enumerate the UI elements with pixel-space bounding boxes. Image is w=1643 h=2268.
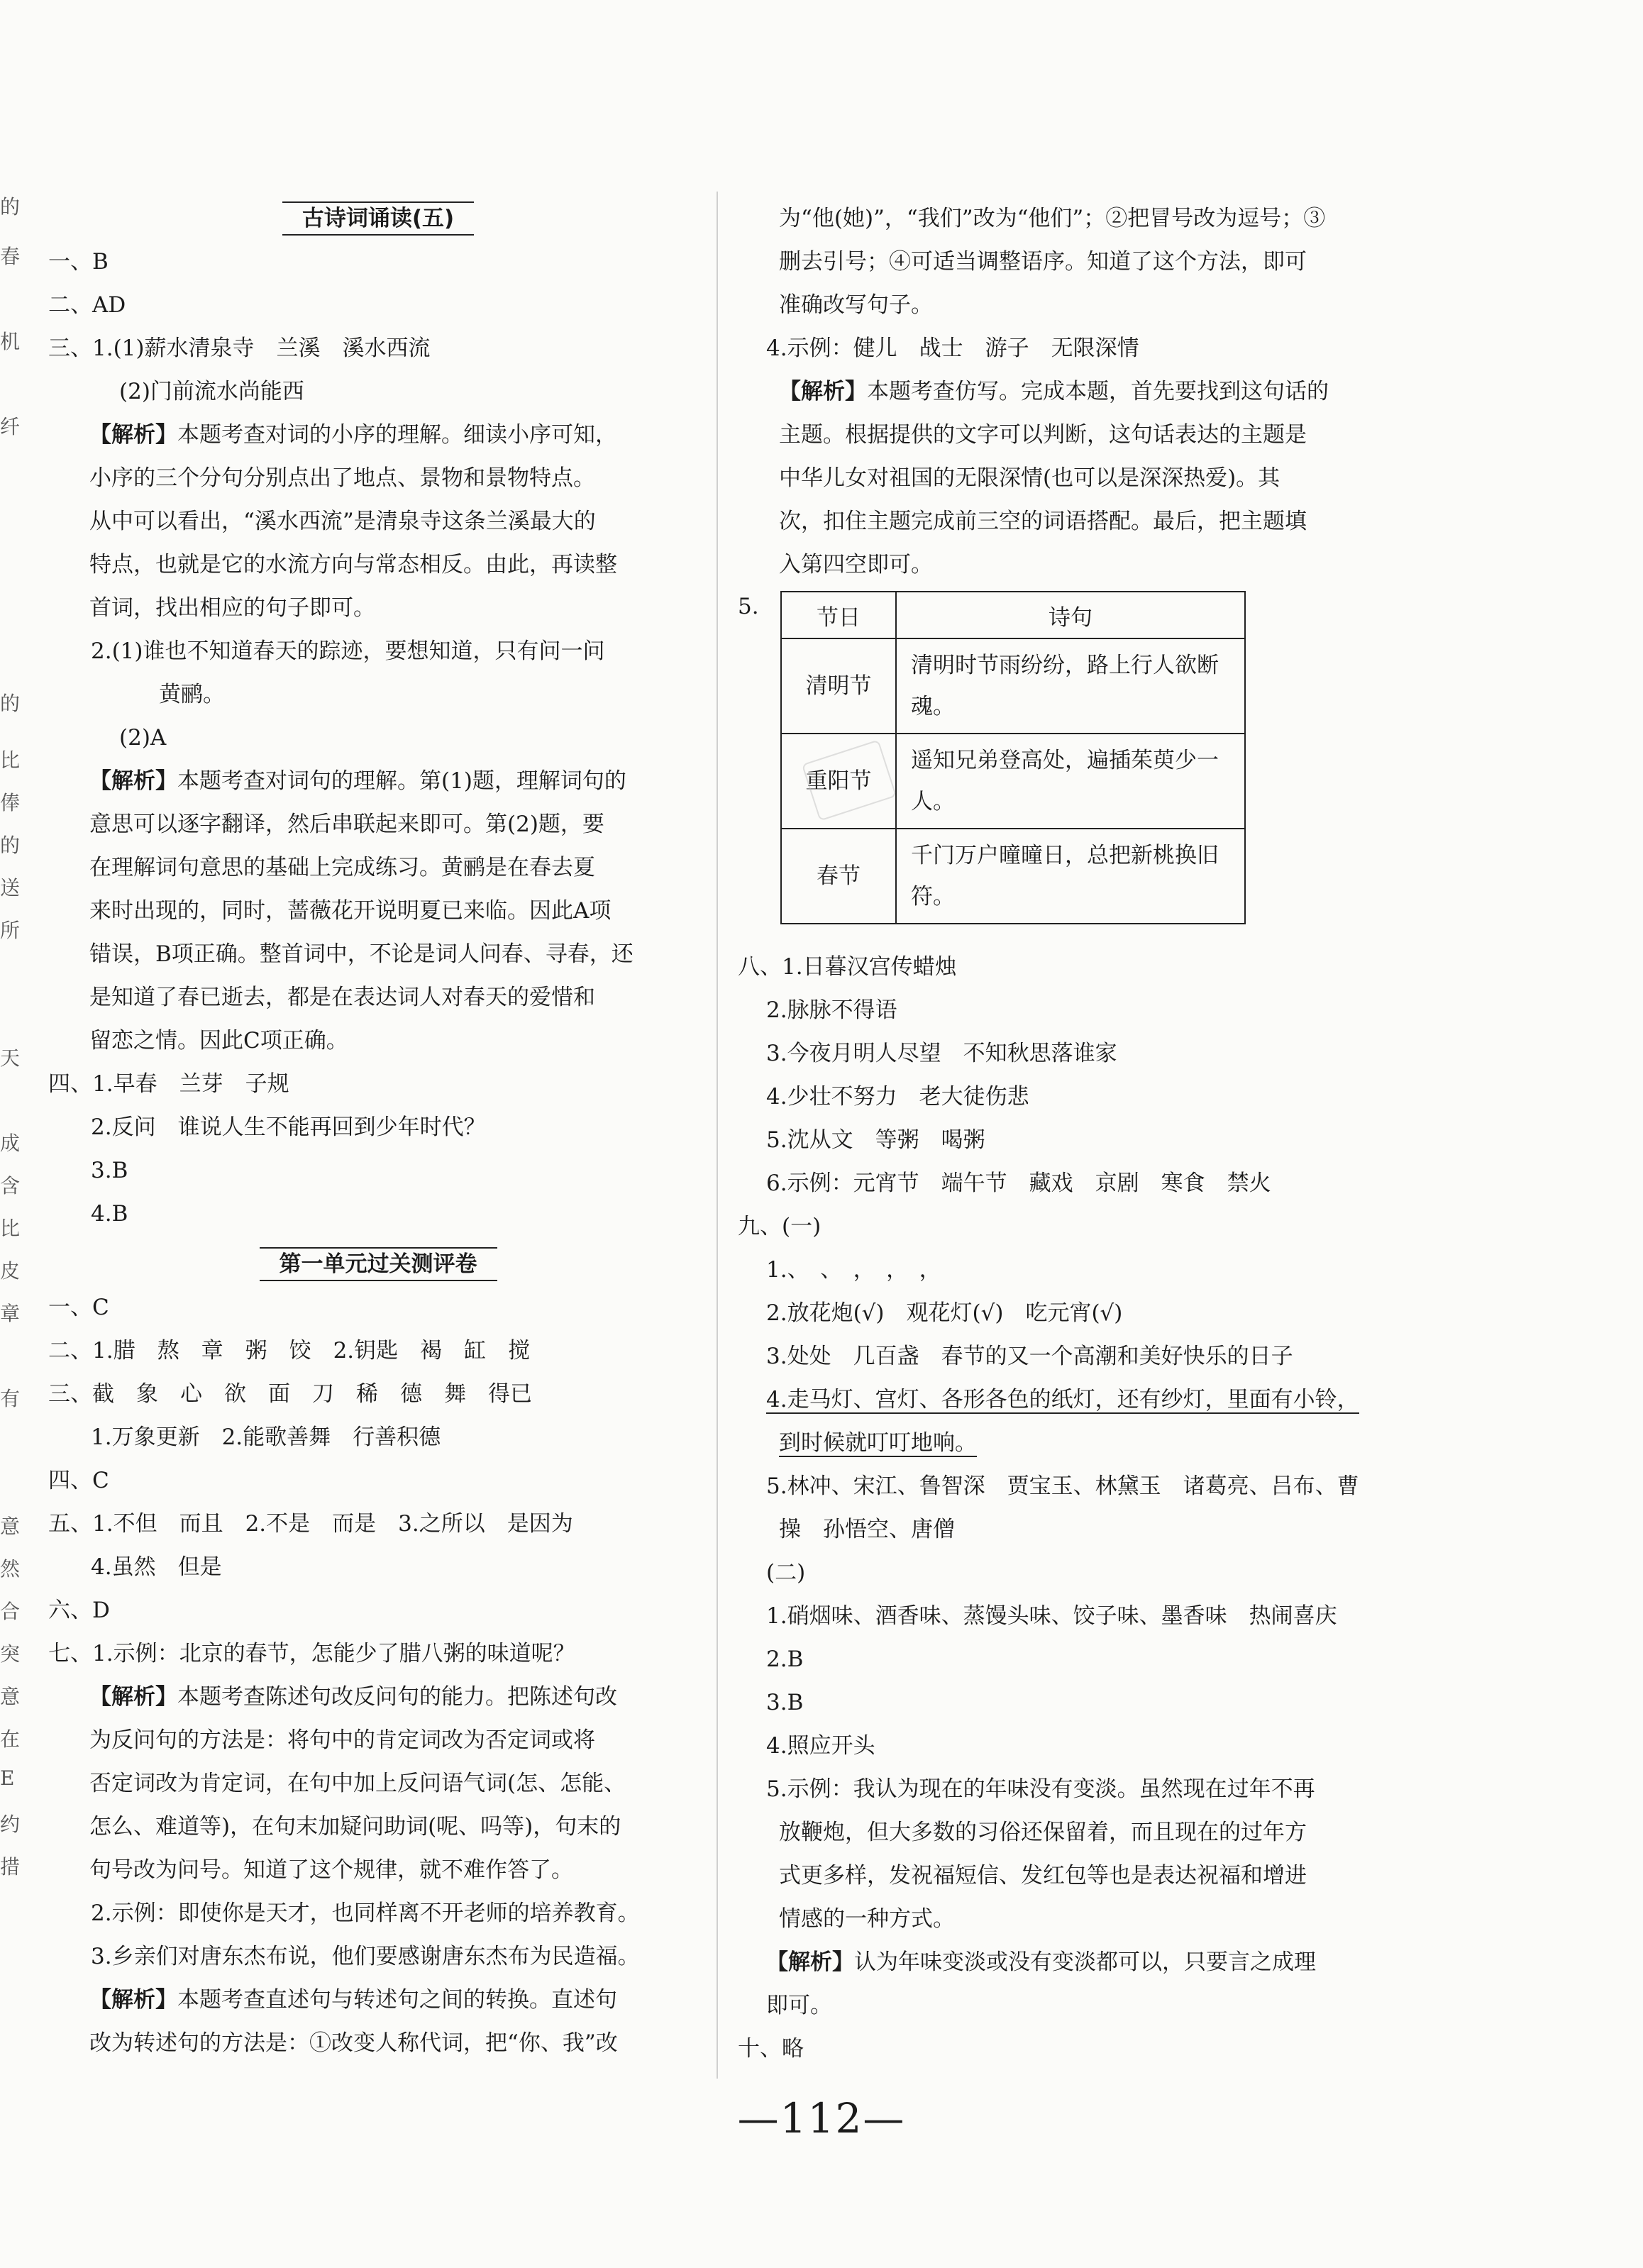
- margin-char: 比: [0, 1217, 21, 1240]
- analysis-label: 【解析】: [89, 422, 177, 448]
- answer-line: 七、1.示例：北京的春节，怎能少了腊八粥的味道呢？: [48, 1641, 575, 1666]
- margin-char: 比: [0, 748, 21, 772]
- margin-char: 在: [0, 1727, 21, 1751]
- analysis-label: 【解析】: [779, 379, 867, 404]
- margin-char: 合: [0, 1600, 21, 1623]
- analysis-line: 【解析】本题考查仿写。完成本题，首先要找到这句话的: [779, 379, 1329, 404]
- margin-char: 突: [0, 1642, 21, 1666]
- margin-char: 意: [0, 1685, 21, 1708]
- analysis-label: 【解析】: [766, 1949, 854, 1975]
- answer-line: 2.反问 谁说人生不能再回到少年时代？: [91, 1114, 486, 1140]
- answer-line: (2)A: [119, 725, 167, 751]
- answer-line: 3.今夜月明人尽望 不知秋思落谁家: [766, 1041, 1117, 1066]
- answer-line: (2)门前流水尚能西: [119, 379, 304, 404]
- answer-line: 二、AD: [48, 292, 126, 318]
- left-column: [48, 197, 708, 2065]
- table-header: 诗句: [896, 592, 1245, 638]
- answer-line: 4.照应开头: [766, 1733, 875, 1759]
- answer-line: 式更多样，发祝福短信、发红包等也是表达祝福和增进: [779, 1863, 1307, 1888]
- answer-line: 情感的一种方式。: [779, 1906, 955, 1932]
- margin-char: 机: [0, 330, 21, 353]
- answer-line: 2.放花炮(√) 观花灯(√) 吃元宵(√): [766, 1300, 1123, 1326]
- answer-line: 1.硝烟味、酒香味、蒸馒头味、饺子味、墨香味 热闹喜庆: [766, 1603, 1337, 1629]
- margin-char: 章: [0, 1302, 21, 1325]
- margin-char: 俸: [0, 791, 21, 814]
- right-column: [738, 197, 1419, 2071]
- answer-line: 一、C: [48, 1295, 109, 1320]
- margin-char: 意: [0, 1515, 21, 1538]
- analysis-line: 【解析】认为年味变淡或没有变淡都可以，只要言之成理: [766, 1949, 1316, 1975]
- answer-line: 三、截 象 心 欲 面 刀 稀 德 舞 得已: [48, 1381, 532, 1407]
- margin-char: 成: [0, 1132, 21, 1155]
- answer-line: 2.(1)谁也不知道春天的踪迹，要想知道，只有问一问: [91, 638, 605, 664]
- table-cell: 重阳节: [781, 734, 896, 829]
- underlined-answer: 4.走马灯、宫灯、各形各色的纸灯，还有纱灯，里面有小铃，: [766, 1387, 1359, 1412]
- analysis-line: 主题。根据提供的文字可以判断，这句话表达的主题是: [779, 422, 1307, 448]
- margin-char: 的: [0, 195, 21, 218]
- answer-line: 十、略: [738, 2036, 804, 2062]
- answer-line: 二、1.腊 熬 章 粥 饺 2.钥匙 褐 缸 搅: [48, 1338, 531, 1363]
- question-number: 5.: [738, 594, 759, 619]
- margin-char: 然: [0, 1557, 21, 1581]
- analysis-line: 准确改写句子。: [779, 292, 933, 318]
- table-cell: 清明节: [781, 638, 896, 734]
- answer-line: [738, 1422, 1419, 1465]
- answer-line: 操 孙悟空、唐僧: [779, 1517, 955, 1542]
- table-row: [781, 829, 1245, 924]
- margin-char: 措: [0, 1855, 21, 1879]
- answer-line: 4.少壮不努力 老大徒伤悲: [766, 1084, 1029, 1110]
- section-title: 古诗词诵读(五): [48, 197, 708, 240]
- answer-line: 四、C: [48, 1468, 109, 1493]
- analysis-line: 中华儿女对祖国的无限深情(也可以是深深热爱)。其: [779, 465, 1280, 491]
- table-cell: 遥知兄弟登高处，遍插茱萸少一人。: [896, 734, 1245, 829]
- analysis-line: 来时出现的，同时，蔷薇花开说明夏已来临。因此A项: [89, 898, 612, 924]
- analysis-line: 改为转述句的方法是：①改变人称代词，把“你、我”改: [89, 2030, 618, 2056]
- answer-line: 3.B: [766, 1690, 804, 1715]
- answer-line: 八、1.日暮汉宫传蜡烛: [738, 954, 957, 980]
- analysis-line: 是知道了春已逝去，都是在表达词人对春天的爱惜和: [89, 985, 595, 1010]
- analysis-line: 为“他(她)”，“我们”改为“他们”；②把冒号改为逗号；③: [779, 206, 1326, 231]
- margin-char: 的: [0, 692, 21, 715]
- page-number: —112—: [737, 2094, 906, 2142]
- analysis-line: 在理解词句意思的基础上完成练习。黄鹂是在春去夏: [89, 855, 595, 880]
- analysis-line: 即可。: [766, 1993, 832, 2018]
- analysis-label: 【解析】: [89, 1987, 177, 2013]
- margin-char: 有: [0, 1387, 21, 1410]
- answer-line: 五、1.不但 而且 2.不是 而是 3.之所以 是因为: [48, 1511, 573, 1537]
- margin-char: 春: [0, 245, 21, 268]
- answer-line: 1.、 、 ， ， ，: [766, 1257, 941, 1283]
- answer-line: 三、1.(1)薪水清泉寺 兰溪 溪水西流: [48, 336, 431, 361]
- analysis-line: 特点，也就是它的水流方向与常态相反。由此，再读整: [89, 552, 617, 577]
- answer-line: 放鞭炮，但大多数的习俗还保留着，而且现在的过年方: [779, 1820, 1307, 1845]
- answer-line: 3.B: [91, 1158, 128, 1183]
- answer-line: 一、B: [48, 249, 109, 275]
- margin-char: 送: [0, 876, 21, 900]
- analysis-line: 入第四空即可。: [779, 552, 933, 577]
- table-header-row: [781, 592, 1245, 638]
- answer-line: 4.虽然 但是: [91, 1554, 222, 1580]
- answer-line: 5.沈从文 等粥 喝粥: [766, 1127, 985, 1153]
- table-cell: 千门万户曈曈日，总把新桃换旧符。: [896, 829, 1245, 924]
- answer-line: 5.示例：我认为现在的年味没有变淡。虽然现在过年不再: [766, 1776, 1315, 1802]
- margin-char: 的: [0, 834, 21, 857]
- analysis-line: 删去引号；④可适当调整语序。知道了这个方法，即可: [779, 249, 1307, 275]
- table-cell: 清明时节雨纷纷，路上行人欲断魂。: [896, 638, 1245, 734]
- margin-char: 所: [0, 919, 21, 942]
- analysis-line: 次，扣住主题完成前三空的词语搭配。最后，把主题填: [779, 509, 1307, 534]
- table-row: [781, 638, 1245, 734]
- analysis-line: 首词，找出相应的句子即可。: [89, 595, 375, 621]
- column-divider: [717, 192, 718, 2079]
- answer-line: 2.B: [766, 1647, 804, 1672]
- analysis-line: 【解析】本题考查直述句与转述句之间的转换。直述句: [89, 1987, 617, 2013]
- section-title: 第一单元过关测评卷: [48, 1243, 708, 1286]
- analysis-line: 意思可以逐字翻译，然后串联起来即可。第(2)题，要: [89, 812, 604, 837]
- analysis-label: 【解析】: [89, 768, 177, 794]
- analysis-line: 【解析】本题考查对词的小序的理解。细读小序可知，: [89, 422, 617, 448]
- analysis-line: 怎么、难道等)，在句末加疑问助词(呢、吗等)，句末的: [89, 1814, 621, 1840]
- answer-line: 九、(一): [738, 1214, 822, 1239]
- margin-char: 皮: [0, 1259, 21, 1283]
- answer-line: 4.示例：健儿 战士 游子 无限深情: [766, 336, 1139, 361]
- answer-line: (二): [766, 1560, 806, 1586]
- analysis-line: 【解析】本题考查对词句的理解。第(1)题，理解词句的: [89, 768, 626, 794]
- answer-line: 3.乡亲们对唐东杰布说，他们要感谢唐东杰布为民造福。: [91, 1944, 640, 1969]
- analysis-line: 小序的三个分句分别点出了地点、景物和景物特点。: [89, 465, 595, 491]
- table-header: 节日: [781, 592, 896, 638]
- answer-line: 四、1.早春 兰芽 子规: [48, 1071, 289, 1097]
- answer-line: 黄鹂。: [159, 682, 225, 707]
- analysis-line: 否定词改为肯定词，在句中加上反问语气词(怎、怎能、: [89, 1771, 626, 1796]
- analysis-line: 错误，B项正确。整首词中，不论是词人问春、寻春，还: [89, 941, 634, 967]
- underlined-answer: 到时候就叮叮地响。: [779, 1430, 977, 1456]
- answer-line: 2.脉脉不得语: [766, 997, 897, 1023]
- answer-line: 2.示例：即使你是天才，也同样离不开老师的培养教育。: [91, 1901, 640, 1926]
- table-cell: 春节: [781, 829, 896, 924]
- answer-line: 4.B: [91, 1201, 128, 1227]
- answer-line: 3.处处 几百盏 春节的又一个高潮和美好快乐的日子: [766, 1344, 1293, 1369]
- margin-char: E: [0, 1766, 15, 1790]
- analysis-label: 【解析】: [89, 1684, 177, 1710]
- answer-line: [738, 1378, 1419, 1422]
- margin-char: 纤: [0, 415, 21, 438]
- analysis-line: 句号改为问号。知道了这个规律，就不难作答了。: [89, 1857, 573, 1883]
- margin-char: 约: [0, 1813, 21, 1836]
- analysis-line: 留恋之情。因此C项正确。: [89, 1028, 348, 1053]
- answer-line: 六、D: [48, 1598, 110, 1623]
- analysis-line: 为反问句的方法是：将句中的肯定词改为否定词或将: [89, 1727, 595, 1753]
- answer-line: 5.林冲、宋江、鲁智深 贾宝玉、林黛玉 诸葛亮、吕布、曹: [766, 1473, 1359, 1499]
- answer-line: 1.万象更新 2.能歌善舞 行善积德: [91, 1425, 441, 1450]
- margin-char: 含: [0, 1174, 21, 1197]
- analysis-line: 【解析】本题考查陈述句改反问句的能力。把陈述句改: [89, 1684, 617, 1710]
- answer-line: 6.示例：元宵节 端午节 藏戏 京剧 寒食 禁火: [766, 1171, 1271, 1196]
- margin-char: 天: [0, 1046, 21, 1070]
- analysis-line: 从中可以看出，“溪水西流”是清泉寺这条兰溪最大的: [89, 509, 596, 534]
